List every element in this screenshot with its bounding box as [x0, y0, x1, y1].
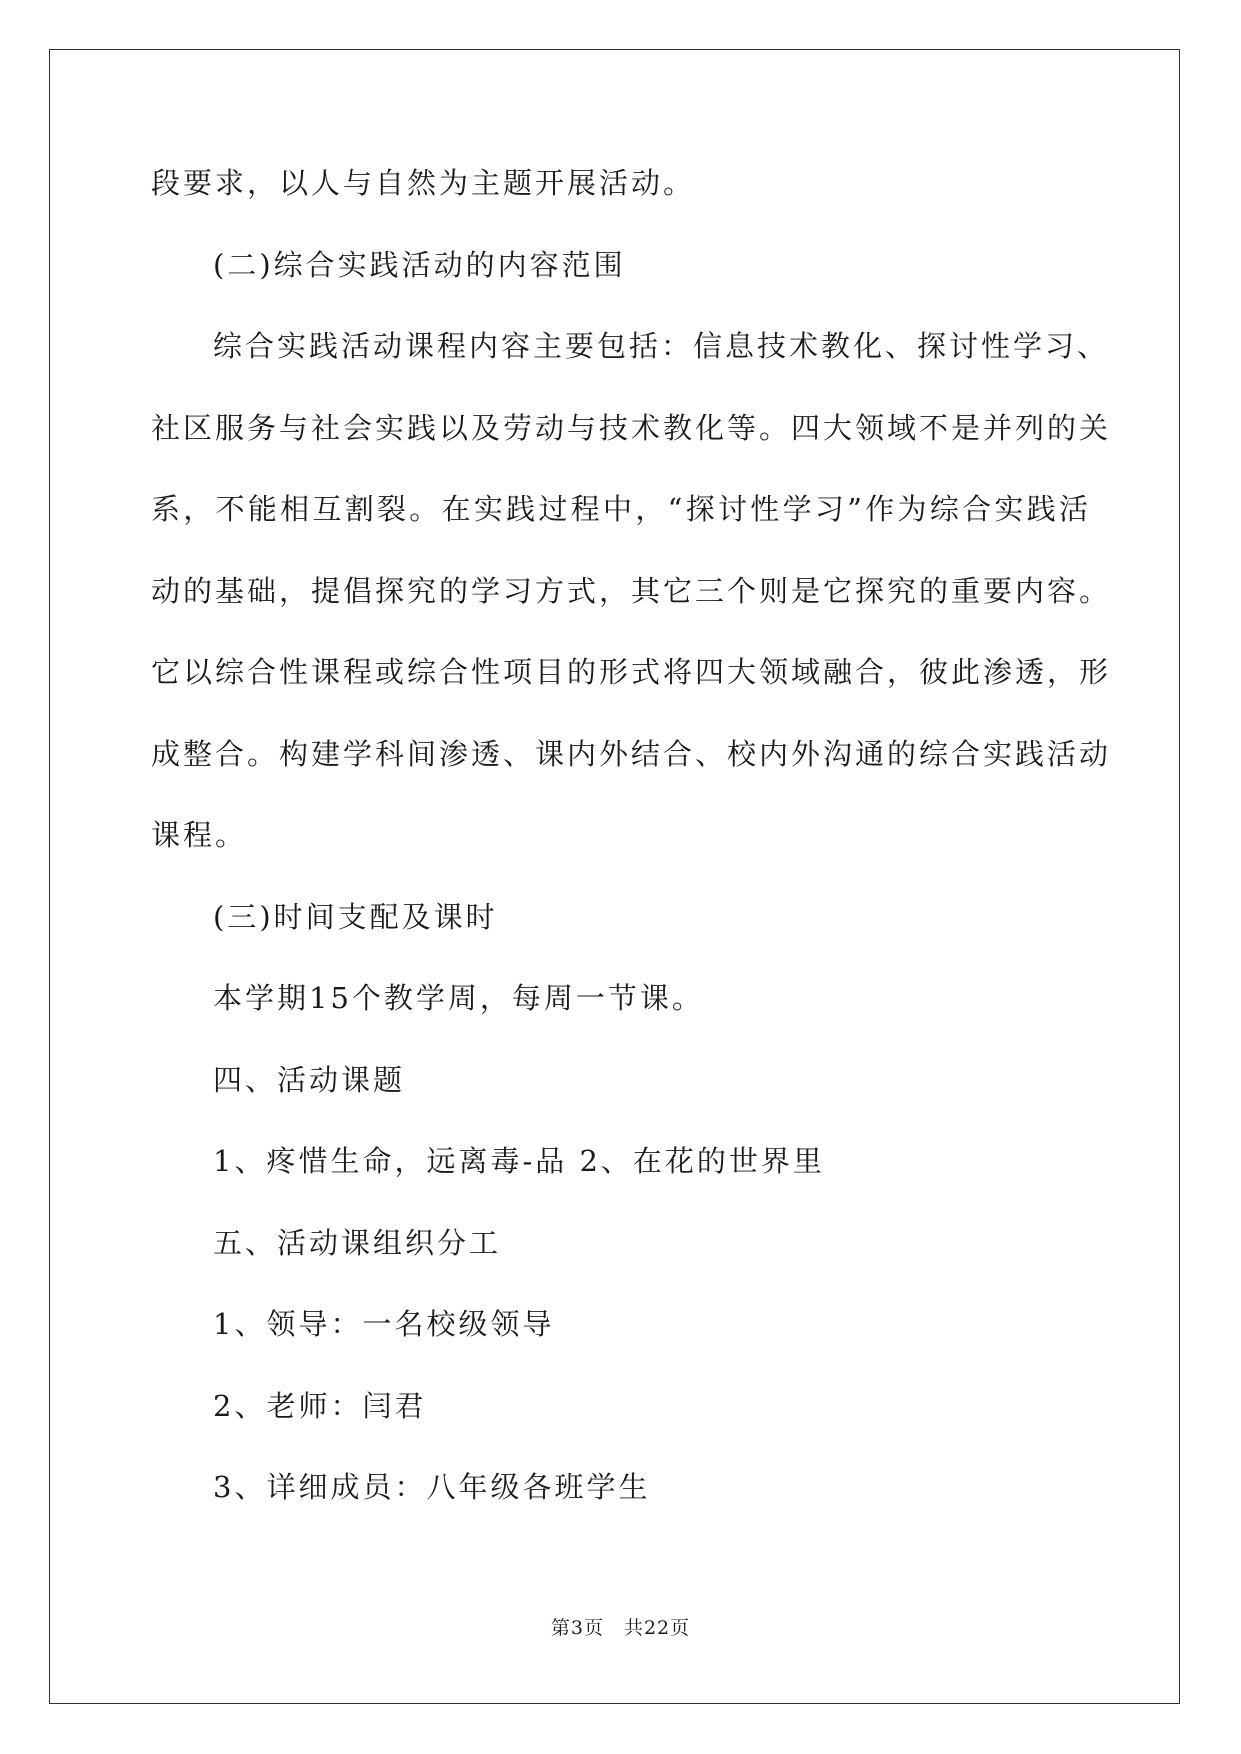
paragraph-line: 社区服务与社会实践以及劳动与技术教化等。四大领域不是并列的关 [151, 410, 1112, 445]
paragraph-line: 本学期15个教学周，每周一节课。 [213, 981, 704, 1015]
paragraph-line: 段要求，以人与自然为主题开展活动。 [151, 166, 696, 200]
section-heading: 五、活动课组织分工 [213, 1225, 502, 1260]
list-item: 2、老师：闫君 [213, 1388, 427, 1423]
document-body [151, 163, 1112, 1549]
paragraph-line: 动的基础，提倡探究的学习方式，其它三个则是它探究的重要内容。 [151, 573, 1112, 608]
page-number: 第3页 [550, 1617, 604, 1639]
list-item: 1、疼惜生命，远离毒-品 2、在花的世界里 [213, 1144, 825, 1178]
section-heading: (三)时间支配及课时 [213, 899, 498, 934]
page-footer [0, 1616, 1241, 1640]
paragraph-line: 成整合。构建学科间渗透、课内外结合、校内外沟通的综合实践活动 [151, 736, 1112, 771]
paragraph-line: 综合实践活动课程内容主要包括：信息技术教化、探讨性学习、 [213, 329, 1110, 363]
paragraph-line: 课程。 [151, 818, 248, 852]
section-heading: (二)综合实践活动的内容范围 [213, 247, 626, 282]
list-item: 1、领导：一名校级领导 [213, 1307, 555, 1341]
list-item: 3、详细成员：八年级各班学生 [213, 1470, 651, 1504]
section-heading: 四、活动课题 [213, 1062, 406, 1097]
paragraph-line: 系，不能相互割裂。在实践过程中，“探讨性学习”作为综合实践活 [151, 492, 1091, 526]
paragraph-line: 它以综合性课程或综合性项目的形式将四大领域融合，彼此渗透，形 [151, 655, 1112, 689]
page-total: 共22页 [623, 1617, 691, 1639]
